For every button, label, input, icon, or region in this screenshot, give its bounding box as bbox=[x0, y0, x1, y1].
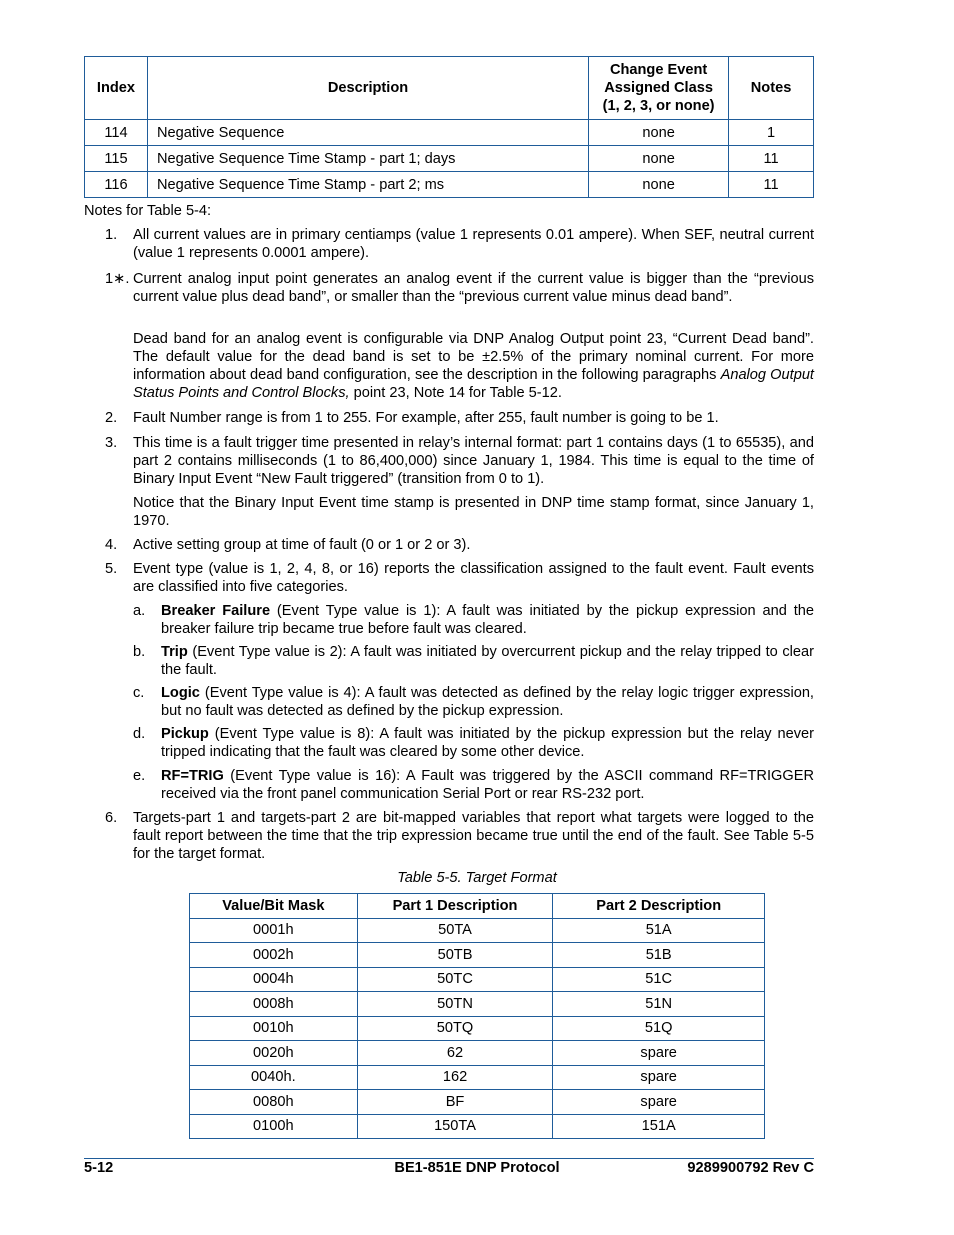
event-type-breaker-failure bbox=[161, 602, 814, 638]
footer-page-number: 5-12 bbox=[84, 1160, 114, 1176]
event-type-description: (Event Type value is 4): A fault was detected as defined by the relay logic trigger expression, but no fault was detected as defined by the pickup expression. bbox=[161, 685, 814, 719]
cell-bit-mask: 0002h bbox=[190, 943, 358, 968]
note-number: 1. bbox=[105, 227, 118, 243]
cell-part1: 50TN bbox=[357, 992, 553, 1017]
cell-part2: spare bbox=[553, 1090, 765, 1115]
footer-divider bbox=[84, 1158, 814, 1159]
event-type-description: (Event Type value is 1): A fault was initiated by the pickup expression and the breaker failure trip became true before fault was cleared. bbox=[161, 603, 814, 637]
cell-bit-mask: 0001h bbox=[190, 918, 358, 943]
deadband-reference-title: Analog Output Status Points and Control Blocks, bbox=[133, 367, 814, 401]
cell-part2: 51N bbox=[553, 992, 765, 1017]
table-header-row bbox=[190, 894, 765, 919]
column-header-description: Description bbox=[147, 57, 588, 120]
cell-bit-mask: 0020h bbox=[190, 1041, 358, 1066]
cell-part2: 51B bbox=[553, 943, 765, 968]
column-header-notes: Notes bbox=[729, 57, 814, 120]
event-type-name: Trip bbox=[161, 644, 188, 660]
column-header-event-class bbox=[589, 57, 729, 120]
table-row bbox=[190, 992, 765, 1017]
table-row bbox=[85, 146, 814, 172]
sub-item-letter: d. bbox=[133, 726, 146, 742]
note-number: 3. bbox=[105, 435, 118, 451]
note-1-star-text: Current analog input point generates an analog event if the current value is bigger than the “previous current value plus dead band”, or smaller than the “previous current value minus dead band”. bbox=[133, 271, 814, 305]
table-row bbox=[190, 1090, 765, 1115]
note-1-star-deadband-paragraph bbox=[133, 330, 814, 402]
table-row bbox=[190, 943, 765, 968]
deadband-reference-text: point 23, Note 14 for Table 5-12. bbox=[349, 385, 562, 401]
cell-bit-mask: 0010h bbox=[190, 1016, 358, 1041]
cell-event-class: none bbox=[589, 172, 729, 198]
cell-event-class: none bbox=[589, 120, 729, 146]
column-header-bit-mask: Value/Bit Mask bbox=[190, 894, 358, 919]
cell-part1: 150TA bbox=[357, 1114, 553, 1139]
event-type-description: (Event Type value is 16): A Fault was triggered by the ASCII command RF=TRIGGER received via the front panel communication Serial Port or rear RS-232 port. bbox=[161, 768, 814, 802]
sub-item-letter: b. bbox=[133, 644, 146, 660]
cell-notes: 11 bbox=[729, 146, 814, 172]
cell-bit-mask: 0004h bbox=[190, 967, 358, 992]
event-class-header-text: Change Event Assigned Class (1, 2, 3, or none) bbox=[602, 62, 715, 114]
sub-item-letter: a. bbox=[133, 603, 146, 619]
index-table bbox=[84, 56, 814, 198]
event-type-pickup bbox=[161, 725, 814, 761]
cell-index: 116 bbox=[85, 172, 148, 198]
table-row bbox=[85, 172, 814, 198]
cell-part1: 50TA bbox=[357, 918, 553, 943]
cell-part2: spare bbox=[553, 1041, 765, 1066]
note-number: 1∗. bbox=[105, 271, 130, 287]
cell-part1: 50TC bbox=[357, 967, 553, 992]
cell-notes: 11 bbox=[729, 172, 814, 198]
cell-part1: 50TB bbox=[357, 943, 553, 968]
column-header-part2: Part 2 Description bbox=[553, 894, 765, 919]
notes-heading: Notes for Table 5-4: bbox=[84, 203, 212, 219]
event-type-name: Logic bbox=[161, 685, 200, 701]
table-row bbox=[190, 1016, 765, 1041]
cell-part1: 62 bbox=[357, 1041, 553, 1066]
table-row bbox=[190, 1114, 765, 1139]
event-type-name: Pickup bbox=[161, 726, 209, 742]
cell-part2: 51Q bbox=[553, 1016, 765, 1041]
note-number: 2. bbox=[105, 410, 118, 426]
column-header-part1: Part 1 Description bbox=[357, 894, 553, 919]
table-row bbox=[190, 918, 765, 943]
note-number: 4. bbox=[105, 537, 118, 553]
table-row bbox=[190, 967, 765, 992]
note-4-text: Active setting group at time of fault (0 or 1 or 2 or 3). bbox=[133, 537, 471, 553]
note-5-text: Event type (value is 1, 2, 4, 8, or 16) reports the classification assigned to the fault event. Fault events are classified into five categories. bbox=[133, 561, 814, 595]
deadband-text: Dead band for an analog event is configurable via DNP Analog Output point 23, “Current Dead band”. The default value for the dead band is set to be ±2.5% of the primary nominal current. For more information about dead band configuration, see the description in the following paragraphs bbox=[133, 331, 814, 383]
cell-part2: 51A bbox=[553, 918, 765, 943]
cell-bit-mask: 0040h. bbox=[190, 1065, 358, 1090]
cell-bit-mask: 0008h bbox=[190, 992, 358, 1017]
event-type-name: Breaker Failure bbox=[161, 603, 271, 619]
note-2-text: Fault Number range is from 1 to 255. For example, after 255, fault number is going to be 1. bbox=[133, 410, 719, 426]
note-1-text: All current values are in primary centiamps (value 1 represents 0.01 ampere). When SEF, neutral current (value 1 represents 0.0001 ampere). bbox=[133, 227, 814, 261]
cell-notes: 1 bbox=[729, 120, 814, 146]
table-header-row bbox=[85, 57, 814, 120]
event-type-name: RF=TRIG bbox=[161, 768, 224, 784]
table-row bbox=[190, 1065, 765, 1090]
cell-bit-mask: 0100h bbox=[190, 1114, 358, 1139]
cell-bit-mask: 0080h bbox=[190, 1090, 358, 1115]
event-type-trip bbox=[161, 643, 814, 679]
cell-index: 114 bbox=[85, 120, 148, 146]
target-format-table bbox=[189, 893, 765, 1139]
sub-item-letter: e. bbox=[133, 768, 146, 784]
cell-index: 115 bbox=[85, 146, 148, 172]
note-number: 6. bbox=[105, 810, 118, 826]
note-number: 5. bbox=[105, 561, 118, 577]
footer-document-number: 9289900792 Rev C bbox=[687, 1160, 814, 1176]
note-6-text: Targets-part 1 and targets-part 2 are bit-mapped variables that report what targets were logged to the fault report between the time that the trip expression became true until the end of the fault. See Table 5-5 for the target format. bbox=[133, 810, 814, 862]
event-type-description: (Event Type value is 2): A fault was initiated by overcurrent pickup and the relay tripped to clear the fault. bbox=[161, 644, 814, 678]
table-row bbox=[85, 120, 814, 146]
table-caption: Table 5-5. Target Format bbox=[397, 870, 557, 886]
event-type-logic bbox=[161, 684, 814, 720]
table-row bbox=[190, 1041, 765, 1066]
event-type-rf-trig bbox=[161, 767, 814, 803]
note-3-timestamp-paragraph: Notice that the Binary Input Event time stamp is presented in DNP time stamp format, since January 1, 1970. bbox=[133, 495, 814, 529]
column-header-index: Index bbox=[85, 57, 148, 120]
cell-part1: BF bbox=[357, 1090, 553, 1115]
cell-description: Negative Sequence Time Stamp - part 1; days bbox=[147, 146, 588, 172]
cell-description: Negative Sequence Time Stamp - part 2; ms bbox=[147, 172, 588, 198]
event-type-description: (Event Type value is 8): A fault was initiated by the pickup expression but the relay never tripped indicating that the fault was cleared by some other device. bbox=[161, 726, 814, 760]
note-3-text: This time is a fault trigger time presented in relay’s internal format: part 1 contains days (1 to 65535), and part 2 contains milliseconds (1 to 86,400,000) since January 1, 1984. This time is equal to the time of Binary Input Event “New Fault triggered” (transition from 0 to 1). bbox=[133, 435, 814, 487]
cell-part1: 50TQ bbox=[357, 1016, 553, 1041]
cell-part2: 51C bbox=[553, 967, 765, 992]
cell-part2: spare bbox=[553, 1065, 765, 1090]
footer-document-title: BE1-851E DNP Protocol bbox=[394, 1160, 560, 1176]
cell-description: Negative Sequence bbox=[147, 120, 588, 146]
cell-part2: 151A bbox=[553, 1114, 765, 1139]
cell-event-class: none bbox=[589, 146, 729, 172]
cell-part1: 162 bbox=[357, 1065, 553, 1090]
sub-item-letter: c. bbox=[133, 685, 145, 701]
